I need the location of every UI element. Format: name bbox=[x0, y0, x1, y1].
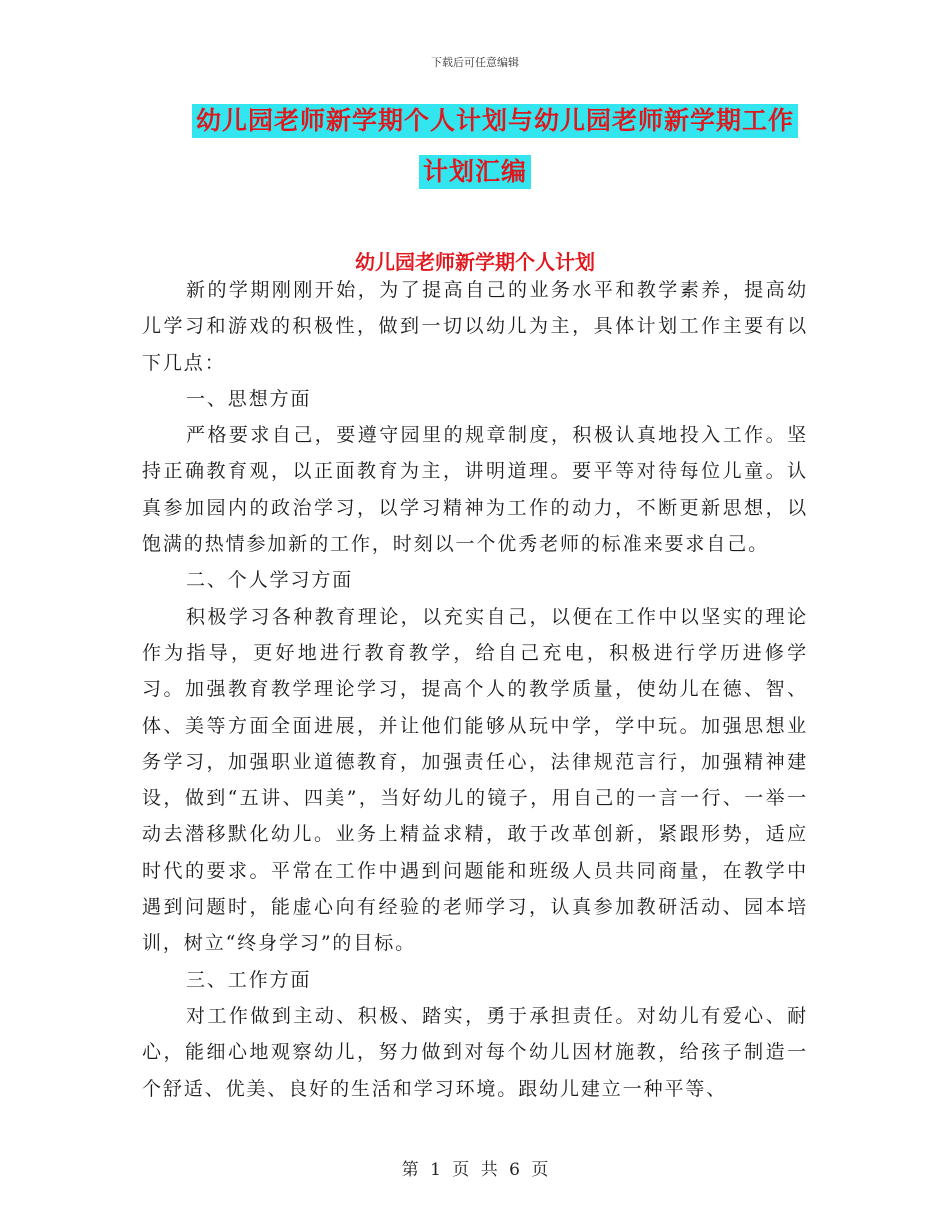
heading-thought: 一、思想方面 bbox=[186, 387, 312, 410]
heading-study: 二、个人学习方面 bbox=[186, 569, 354, 592]
section-title: 幼儿园老师新学期个人计划 bbox=[355, 250, 595, 274]
heading-work: 三、工作方面 bbox=[186, 968, 312, 991]
page-footer: 第 1 页 共 6 页 bbox=[401, 1160, 549, 1180]
header-note: 下载后可任意编辑 bbox=[431, 56, 519, 69]
document-body bbox=[142, 272, 808, 1107]
paragraph-thought: 严格要求自己，要遵守园里的规章制度，积极认真地投入工作。坚持正确教育观，以正面教育为主，讲明道理。要平等对待每位儿童。认真参加园内的政治学习，以学习精神为工作的动力，不断更新思想，以饱满的热情参加新的工作，时刻以一个优秀老师的标准来要求自己。 bbox=[142, 424, 808, 556]
document-title bbox=[0, 104, 950, 189]
paragraph-work: 对工作做到主动、积极、踏实，勇于承担责任。对幼儿有爱心、耐心，能细心地观察幼儿，努力做到对每个幼儿因材施教，给孩子制造一个舒适、优美、良好的生活和学习环境。跟幼儿建立一种平等、 bbox=[142, 1004, 808, 1100]
title-line-2: 计划汇编 bbox=[419, 155, 531, 189]
paragraph-intro: 新的学期刚刚开始，为了提高自己的业务水平和教学素养，提高幼儿学习和游戏的积极性，做到一切以幼儿为主，具体计划工作主要有以下几点： bbox=[142, 279, 808, 374]
title-line-1: 幼儿园老师新学期个人计划与幼儿园老师新学期工作 bbox=[192, 104, 798, 138]
paragraph-study: 积极学习各种教育理论，以充实自己，以便在工作中以坚实的理论作为指导，更好地进行教育教学，给自己充电，积极进行学历进修学习。加强教育教学理论学习，提高个人的教学质量，使幼儿在德、智、体、美等方面全面进展，并让他们能够从玩中学，学中玩。加强思想业务学习，加强职业道德教育，加强责任心，法律规范言行，加强精神建设，做到“五讲、四美”，当好幼儿的镜子，用自己的一言一行、一举一动去潜移默化幼儿。业务上精益求精，敢于改革创新，紧跟形势，适应时代的要求。平常在工作中遇到问题能和班级人员共同商量，在教学中遇到问题时，能虚心向有经验的老师学习，认真参加教研活动、园本培训，树立“终身学习”的目标。 bbox=[142, 605, 808, 955]
